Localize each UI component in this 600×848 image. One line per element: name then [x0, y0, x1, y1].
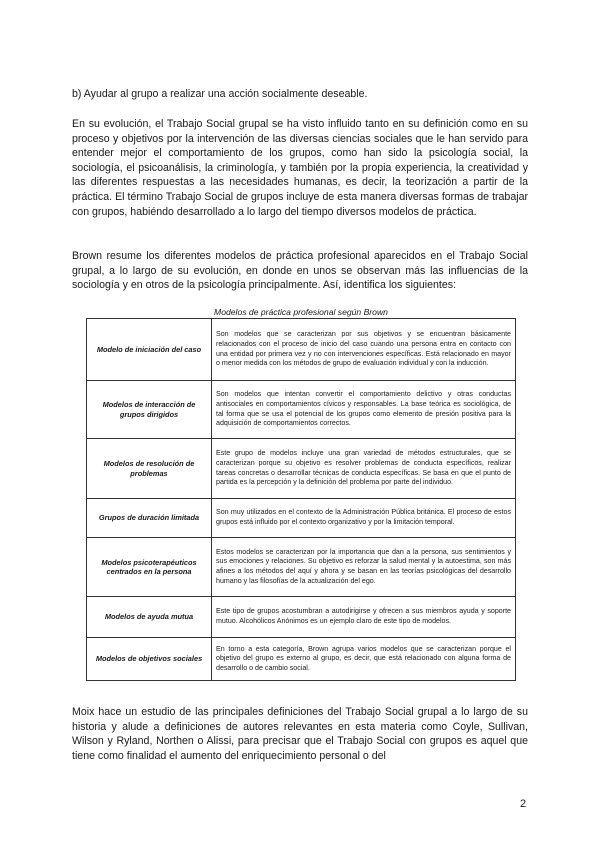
table-row — [87, 538, 516, 597]
model-name: Modelos de ayuda mutua — [87, 597, 212, 638]
model-description: Son modelos que se caracterizan por sus objetivos y se encuentran básicamente relacionados con el proceso de inicio del caso cuando una persona entra en contacto con una entidad por primera vez y no con intervenciones específicas. Está relacionado en mayor o menor medida con los métodos de grupo de evaluación individual y con la inducción. — [212, 319, 516, 381]
model-description: Son modelos que intentan convertir el comportamiento delictivo y otras conductas antisociales en comportamientos cívicos y responsables. La base teórica es sociológica, de tal forma que se usa el potencial de los grupos como elemento de presión positiva para la adquisición de comportamientos correctos. — [212, 381, 516, 439]
model-description: Estos modelos se caracterizan por la importancia que dan a la persona, sus sentimientos y sus emociones y relaciones. Su objetivo es reforzar la salud mental y la autoestima, son más afines a los métodos del aquí y ahora y se basan en las teorías psicológicas del desarrollo humano y las filosofías de la actualización del ego. — [212, 538, 516, 597]
paragraph-moix: Moix hace un estudio de las principales definiciones del Trabajo Social grupal a lo largo de su historia y alude a definiciones de autores relevantes en esta materia como Coyle, Sullivan, Wilson y Ryland, Northen o Alissi, para precisar que el Trabajo Social con grupos es aquel que tiene como finalidad el aumento del enriquecimiento personal o del — [72, 706, 528, 762]
table-row — [87, 439, 516, 499]
paragraph-objective-b: b) Ayudar al grupo a realizar una acción socialmente deseable. — [72, 88, 368, 100]
model-description: Son muy utilizados en el contexto de la Administración Pública británica. El proceso de estos grupos está influido por el contexto organizativo y por la limitación temporal. — [212, 499, 516, 538]
model-description: En torno a esta categoría, Brown agrupa varios modelos que se caracterizan porque el objetivo del grupo es externo al grupo, es decir, que está relacionado con alguna forma de desarrollo o de cambio social. — [212, 638, 516, 681]
models-table — [86, 318, 516, 681]
model-name: Modelos de interacción de grupos dirigidos — [87, 381, 212, 439]
table-row — [87, 638, 516, 681]
model-description: Este grupo de modelos incluye una gran variedad de métodos estructurales, que se caracterizan porque su objetivo es resolver problemas de conducta específicos, realizar tareas concretas o desarrollar técnicas de conducta específicas. Se basa en que el punto de partida es la percepción y la definición del problema por parte del individuo. — [212, 439, 516, 499]
model-name: Modelos de objetivos sociales — [87, 638, 212, 681]
model-name: Modelos psicoterapéuticos centrados en la persona — [87, 538, 212, 597]
model-name: Modelo de iniciación del caso — [87, 319, 212, 381]
table-row — [87, 319, 516, 381]
table-caption: Modelos de práctica profesional según Brown — [214, 307, 388, 317]
model-name: Grupos de duración limitada — [87, 499, 212, 538]
table-row — [87, 597, 516, 638]
model-description: Este tipo de grupos acostumbran a autodirigirse y ofrecen a sus miembros ayuda y soporte mutuo. Alcohólicos Anónimos es un ejemplo claro de este tipo de modelos. — [212, 597, 516, 638]
table-row — [87, 381, 516, 439]
model-name: Modelos de resolución de problemas — [87, 439, 212, 499]
page-number: 2 — [520, 798, 527, 810]
paragraph-brown-models: Brown resume los diferentes modelos de práctica profesional aparecidos en el Trabajo Social grupal, a lo largo de su evolución, en donde en unos se observan más las influencias de la sociología y en otros de la psicología principalmente. Así, identifica los siguientes: — [72, 250, 528, 292]
paragraph-evolution: En su evolución, el Trabajo Social grupal se ha visto influido tanto en su definición como en su proceso y objetivos por la intervención de las diversas ciencias sociales que le han servido para entender mejor el comportamiento de los grupos, como han sido la psicología social, la sociología, el psicoanálisis, la criminología, y también por la propia experiencia, la creatividad y las diferentes respuestas a las necesidades humanas, es decir, la teorización a partir de la práctica. El término Trabajo Social de grupos incluye de esta manera diversas formas de trabajar con grupos, habiéndo desarrollado a lo largo del tiempo diversos modelos de práctica. — [72, 118, 528, 218]
table-row — [87, 499, 516, 538]
